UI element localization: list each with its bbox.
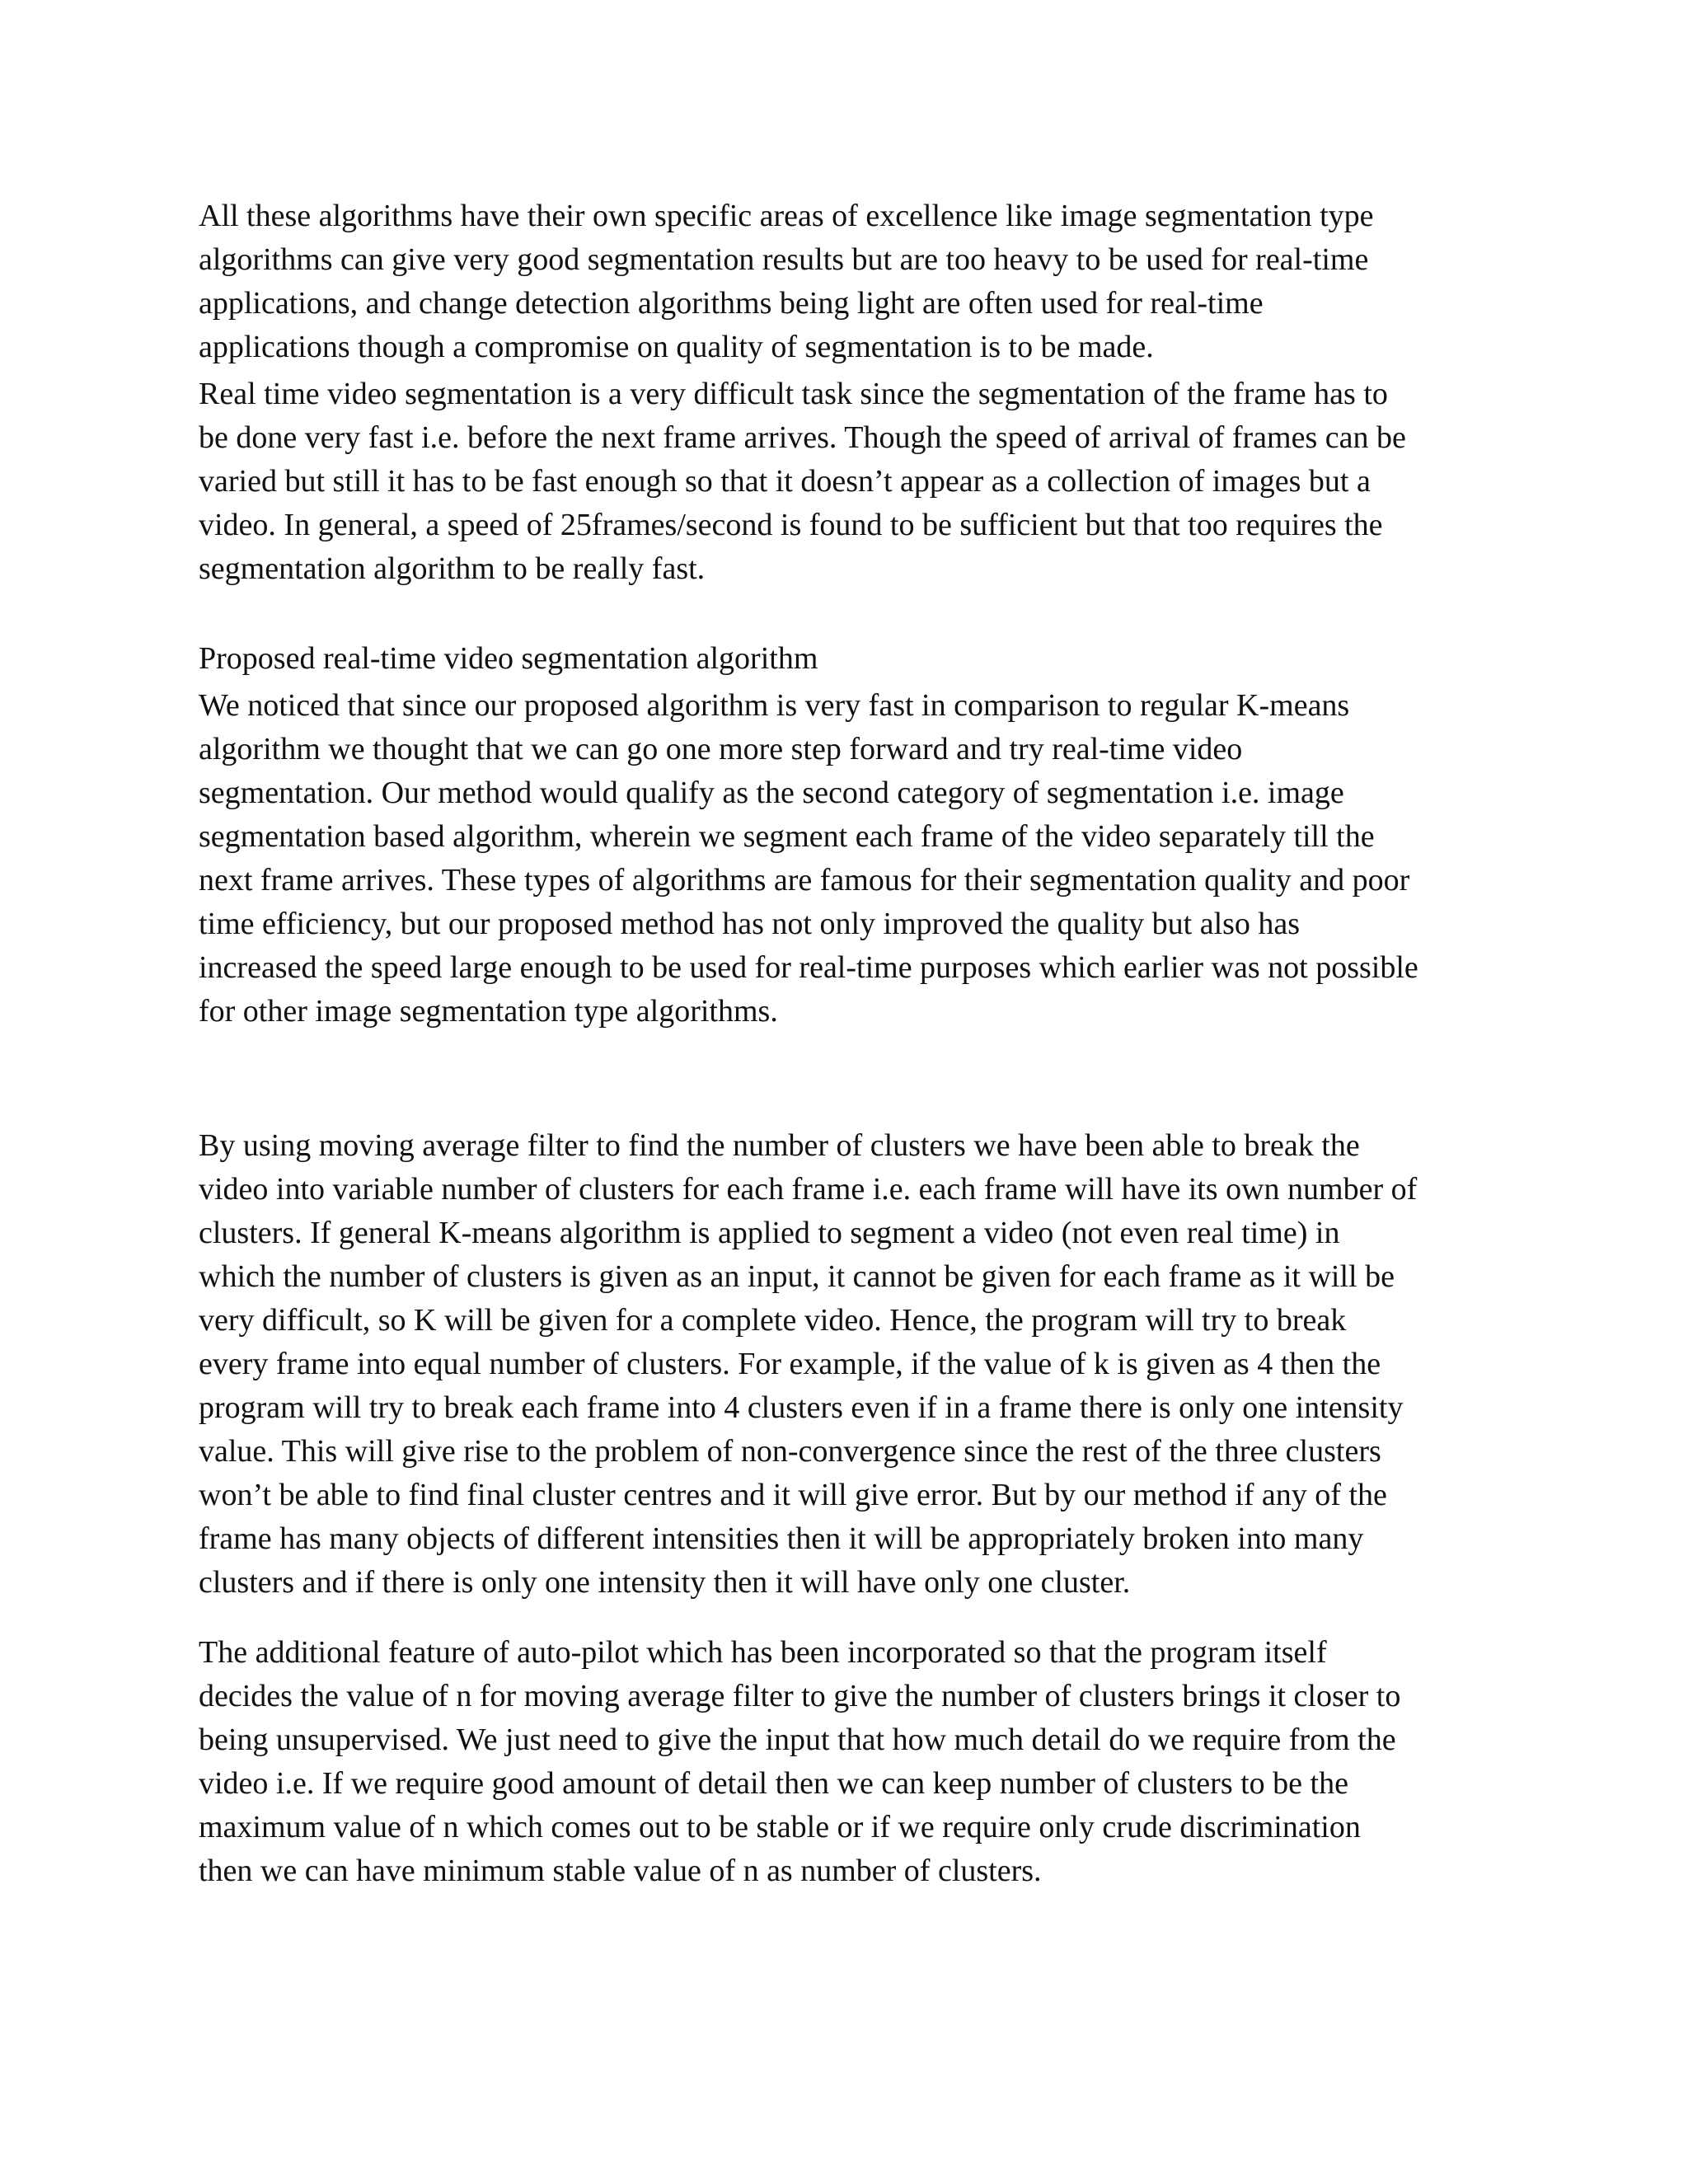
paragraph-auto-pilot: The additional feature of auto-pilot which has been incorporated so that the program itself decides the value of n for moving average filter to give the number of clusters brings it closer to being unsupervised. We just need to give the input that how much detail do we require from the video i.e. If we require good amount of detail then we can keep number of clusters to be the maximum value of n which comes out to be stable or if we require only crude discrimination then we can have minimum stable value of n as number of clusters. — [199, 1635, 1401, 1888]
paragraph-algorithm-areas: All these algorithms have their own specific areas of excellence like image segmentation type algorithms can give very good segmentation results but are too heavy to be used for real-time applications, and change detection algorithms being light are often used for real-time applications though a compromise on quality of segmentation is to be made. — [199, 199, 1374, 364]
paragraph-real-time-difficulty: Real time video segmentation is a very difficult task since the segmentation of the frame has to be done very fast i.e. before the next frame arrives. Though the speed of arrival of frames can be varied but still it has to be fast enough so that it doesn’t appear as a collection of images but a video. In general, a speed of 25frames/second is found to be sufficient but that too requires the segmentation algorithm to be really fast. — [199, 377, 1406, 586]
section-heading: Proposed real-time video segmentation algorithm — [199, 641, 818, 676]
document-body — [199, 194, 1501, 1893]
paragraph-proposed-method: We noticed that since our proposed algorithm is very fast in comparison to regular K-means algorithm we thought that we can go one more step forward and try real-time video segmentation. Our method would qualify as the second category of segmentation i.e. image segmentation based algorithm, wherein we segment each frame of the video separately till the next frame arrives. These types of algorithms are famous for their segmentation quality and poor time efficiency, but our proposed method has not only improved the quality but also has increased the speed large enough to be used for real-time purposes which earlier was not possible for other image segmentation type algorithms. — [199, 688, 1418, 1029]
paragraph-moving-average-filter: By using moving average filter to find the number of clusters we have been able to break the video into variable number of clusters for each frame i.e. each frame will have its own number of clusters. If general K-means algorithm is applied to segment a video (not even real time) in which the number of clusters is given as an input, it cannot be given for each frame as it will be very difficult, so K will be given for a complete video. Hence, the program will try to break every frame into equal number of clusters. For example, if the value of k is given as 4 then the program will try to break each frame into 4 clusters even if in a frame there is only one intensity value. This will give rise to the problem of non-convergence since the rest of the three clusters won’t be able to find final cluster centres and it will give error. But by our method if any of the frame has many objects of different intensities then it will be appropriately broken into many clusters and if there is only one intensity then it will have only one cluster. — [199, 1128, 1418, 1600]
